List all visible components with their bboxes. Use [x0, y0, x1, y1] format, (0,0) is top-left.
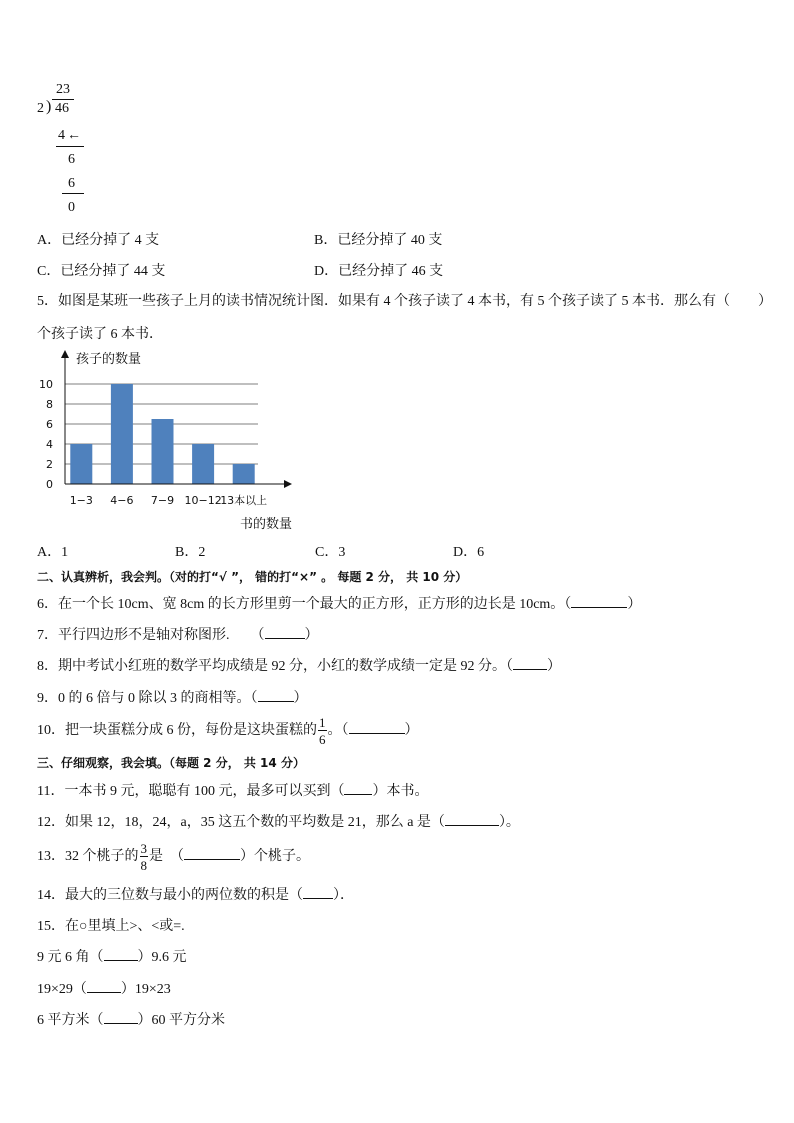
q9-text-end: ）	[293, 691, 308, 706]
y-tick-label: 4	[46, 438, 53, 451]
q5-option-c: C．3	[315, 545, 346, 560]
q5-option-a: A．1	[37, 545, 69, 560]
division-divisor: 2	[37, 101, 44, 116]
q4-option-c: C．已经分掉了 44 支	[37, 264, 166, 279]
reading-bar-chart	[30, 342, 320, 536]
q13-fraction-numerator: 3	[140, 841, 147, 856]
q6-text-end: ）	[627, 597, 642, 612]
q4-option-a: A．已经分掉了 4 支	[37, 233, 160, 248]
division-step2: 6	[68, 152, 75, 167]
section3-heading: 三、仔细观察，我会填。（每题 2 分， 共 14 分）	[37, 756, 305, 770]
bar	[192, 444, 214, 484]
division-line	[62, 193, 84, 194]
q7-text: 7．平行四边形不是轴对称图形. （	[37, 628, 265, 643]
y-axis-arrow-icon	[61, 350, 69, 358]
q9-answer-blank[interactable]	[258, 689, 294, 702]
q13-text-mid: 是 （	[149, 849, 184, 865]
x-tick-label: 7−9	[150, 494, 175, 507]
q13-text: 13．32 个桃子的	[37, 849, 139, 865]
q11-text: 11．一本书 9 元，聪聪有 100 元，最多可以买到（	[37, 784, 345, 799]
q8	[37, 655, 561, 675]
q7-answer-blank[interactable]	[265, 626, 305, 639]
q6	[37, 593, 641, 613]
division-line	[56, 146, 84, 147]
q8-text: 8．期中考试小红班的数学平均成绩是 92 分，小红的数学成绩一定是 92 分。（	[37, 659, 513, 674]
division-bar	[52, 99, 74, 100]
compare-1-blank[interactable]	[104, 948, 138, 961]
y-tick-label: 2	[46, 458, 53, 471]
division-step1: 4	[58, 128, 65, 143]
q13	[37, 842, 310, 872]
y-tick-label: 8	[46, 398, 53, 411]
compare-2-right: ）19×23	[120, 982, 171, 997]
compare-3-right: ）60 平方分米	[137, 1013, 225, 1028]
y-tick-label: 6	[46, 418, 53, 431]
bar	[70, 444, 92, 484]
compare-1-right: ）9.6 元	[137, 950, 187, 965]
q10	[37, 716, 419, 746]
q9	[37, 687, 308, 707]
chart-title: 孩子的数量	[76, 352, 142, 367]
q12-text-post: ）。	[498, 815, 520, 830]
q12-answer-blank[interactable]	[445, 813, 499, 826]
x-axis-arrow-icon	[284, 480, 292, 488]
q4-option-b: B．已经分掉了 40 支	[314, 233, 443, 248]
q13-answer-blank[interactable]	[184, 847, 240, 860]
division-arrow-icon: ←	[67, 128, 81, 143]
division-bracket: )	[46, 98, 52, 115]
q4-option-d: D．已经分掉了 46 支	[314, 264, 444, 279]
x-tick-label: 10−12	[184, 494, 222, 507]
q15-compare-1	[37, 946, 187, 966]
x-axis-label: 书的数量	[239, 517, 293, 532]
q10-text-end: ）	[404, 723, 419, 739]
q6-text: 6．在一个长 10cm、宽 8cm 的长方形里剪一个最大的正方形，正方形的边长是 10cm。（	[37, 597, 572, 612]
q5-text-line1: 5．如图是某班一些孩子上月的读书情况统计图．如果有 4 个孩子读了 4 本书，有 5 个孩子读了 5 本书．那么有（ ）	[37, 294, 772, 309]
q10-fraction-numerator: 1	[319, 715, 326, 730]
bar	[233, 464, 255, 484]
compare-1-left: 9 元 6 角（	[37, 950, 104, 965]
q6-answer-blank[interactable]	[571, 595, 627, 608]
y-tick-label: 10	[39, 378, 53, 391]
q9-text: 9．0 的 6 倍与 0 除以 3 的商相等。（	[37, 691, 258, 706]
x-tick-label: 1−3	[69, 494, 93, 507]
q13-text-post: ）个桃子。	[240, 849, 310, 865]
division-remainder: 0	[68, 200, 75, 215]
q10-text-post: 。（	[327, 723, 349, 739]
compare-3-left: 6 平方米（	[37, 1013, 104, 1028]
q12	[37, 811, 520, 831]
q7	[37, 624, 319, 644]
division-dividend: 46	[55, 101, 69, 116]
q12-text: 12．如果 12，18，24，a，35 这五个数的平均数是 21，那么 a 是（	[37, 815, 445, 830]
q5-option-b: B．2	[175, 545, 206, 560]
q8-text-end: ）	[547, 659, 561, 674]
section2-heading: 二、认真辨析，我会判。（对的打“√ ”， 错的打“×” 。 每题 2 分， 共 10 分）	[37, 570, 468, 584]
q11	[37, 780, 428, 800]
q8-answer-blank[interactable]	[513, 657, 547, 670]
q13-fraction	[140, 842, 149, 872]
q14-text-post: ）．	[333, 888, 354, 903]
q15-text: 15．在○里填上>、<或=.	[37, 919, 185, 934]
q10-answer-blank[interactable]	[349, 721, 405, 734]
chart-axes	[61, 350, 292, 488]
x-tick-label: 13本以上	[220, 494, 268, 507]
bar	[152, 419, 174, 484]
x-tick-label: 4−6	[110, 494, 134, 507]
q10-text: 10．把一块蛋糕分成 6 份，每份是这块蛋糕的	[37, 723, 317, 739]
compare-3-blank[interactable]	[104, 1011, 138, 1024]
division-step3: 6	[68, 176, 75, 191]
chart-bars	[70, 384, 254, 484]
q11-text-post: ）本书。	[372, 784, 429, 799]
q5-text-line2: 个孩子读了 6 本书．	[37, 327, 163, 342]
q5-option-d: D．6	[453, 545, 485, 560]
y-tick-label: 0	[46, 478, 53, 491]
q15-compare-3	[37, 1009, 225, 1029]
compare-2-blank[interactable]	[87, 980, 121, 993]
q10-fraction	[318, 716, 327, 746]
q7-text-end: ）	[304, 628, 319, 643]
division-quotient: 23	[56, 82, 70, 97]
q15-compare-2	[37, 978, 171, 998]
compare-2-left: 19×29（	[37, 982, 87, 997]
q14	[37, 884, 354, 904]
q14-text: 14．最大的三位数与最小的两位数的积是（	[37, 888, 303, 903]
q10-fraction-denominator: 6	[319, 732, 326, 747]
q13-fraction-denominator: 8	[140, 858, 147, 873]
q11-answer-blank[interactable]	[344, 782, 372, 795]
bar	[111, 384, 133, 484]
q14-answer-blank[interactable]	[303, 886, 333, 899]
